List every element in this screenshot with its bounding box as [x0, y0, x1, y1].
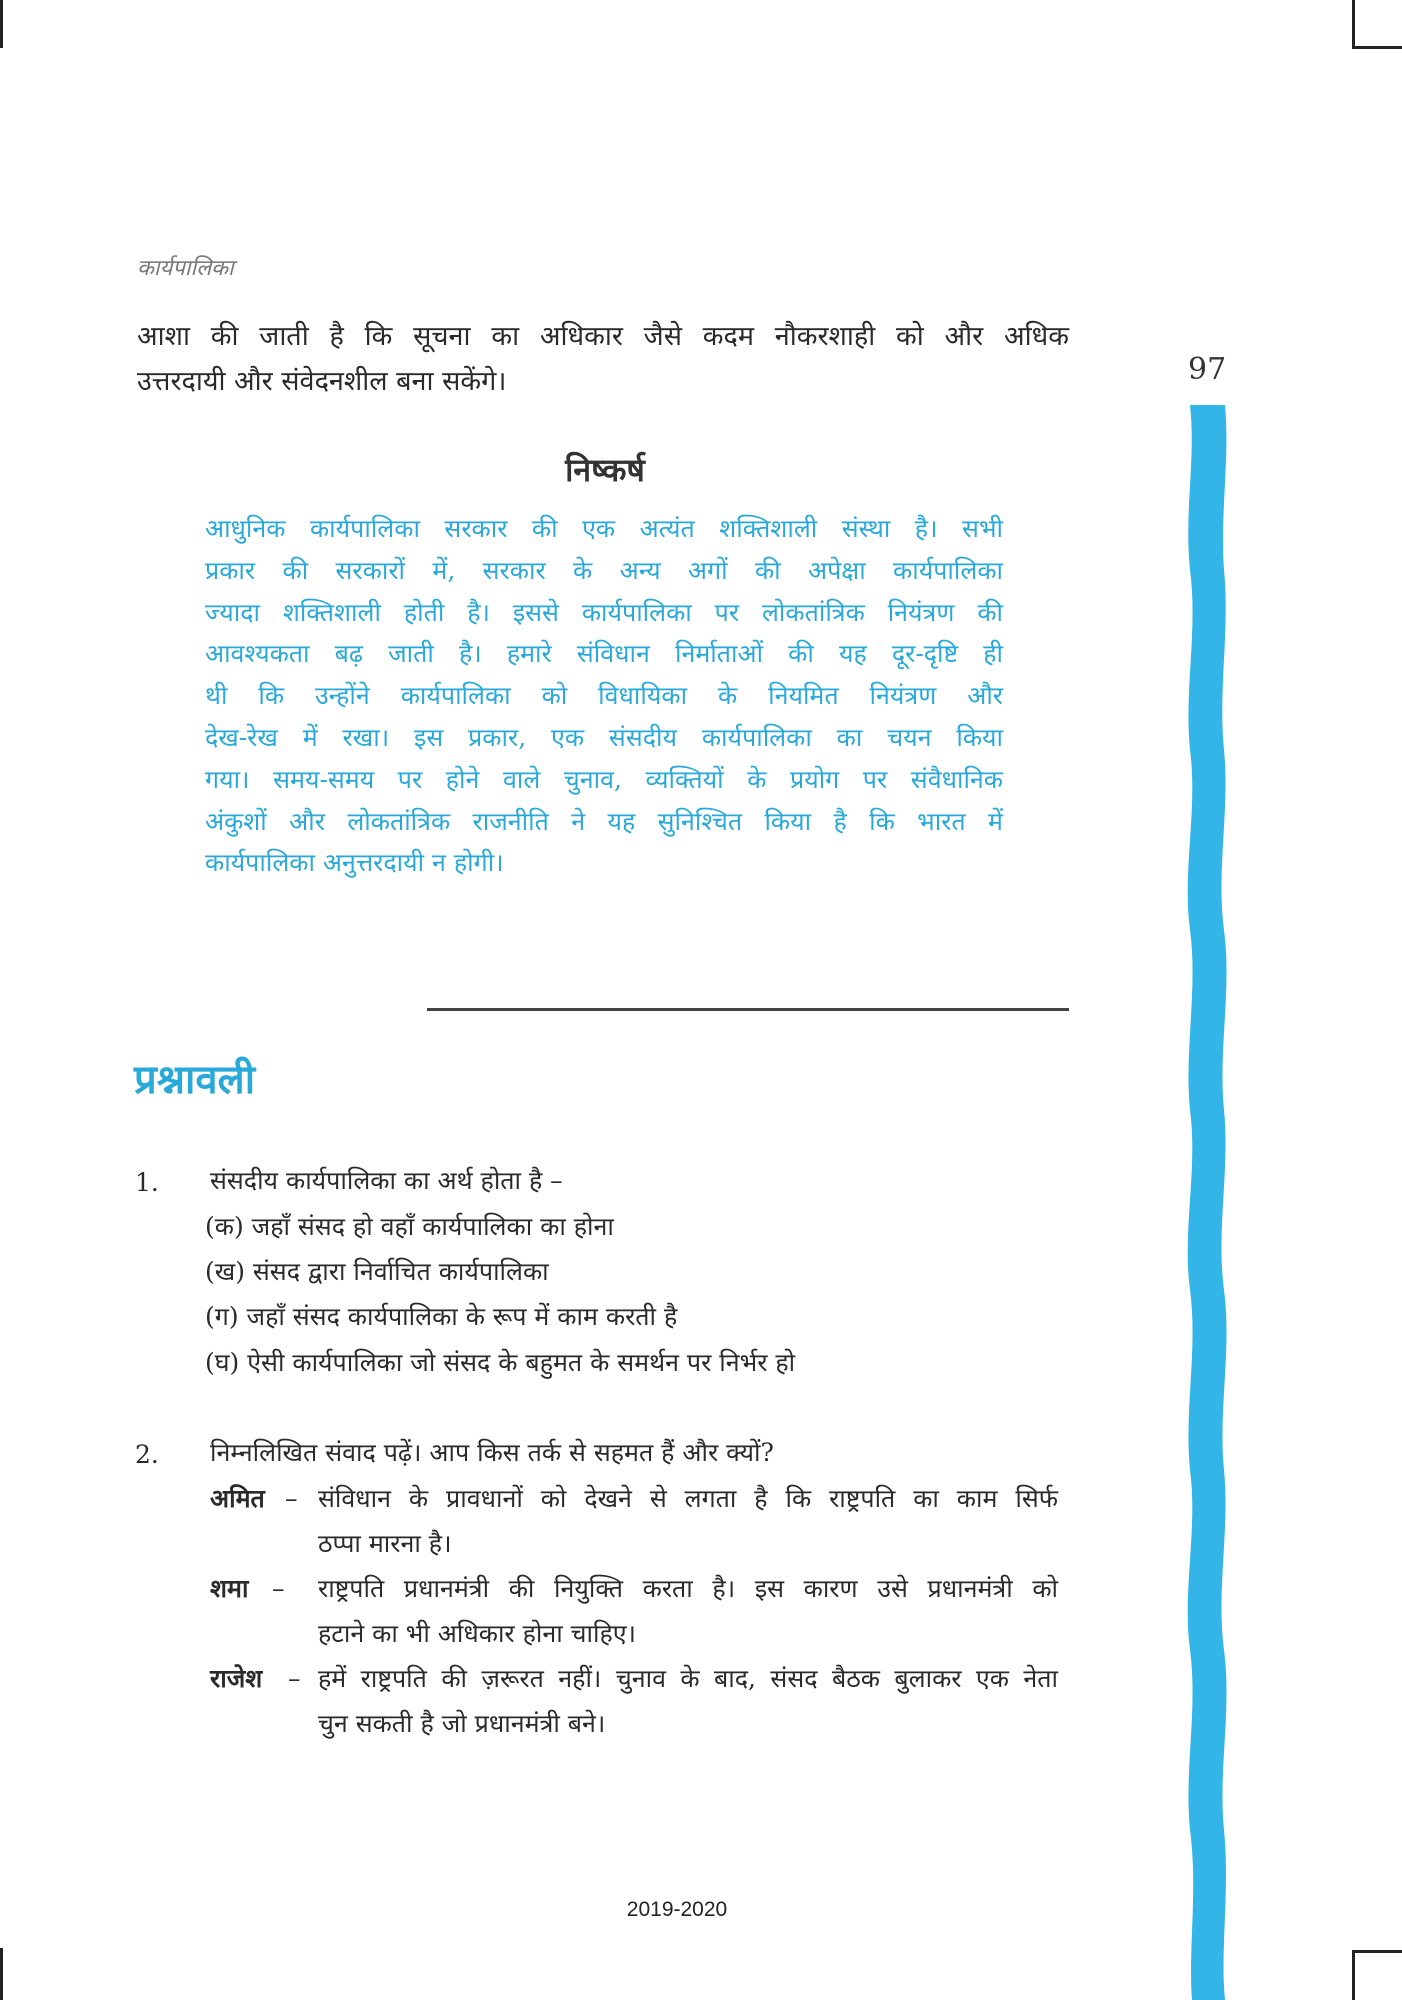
text-line: उत्तरदायी और संवेदनशील बना सकेंगे।	[137, 366, 507, 397]
question-text: निम्नलिखित संवाद पढ़ें। आप किस तर्क से सहमत हैं और क्यों?	[210, 1438, 774, 1467]
text-line: संविधान के प्रावधानों को देखने से लगता है कि राष्ट्रपति का काम सिर्फ	[318, 1484, 1058, 1513]
text-line: प्रकार की सरकारों में, सरकार के अन्य अगों की अपेक्षा कार्यपालिका	[205, 555, 1003, 585]
text-line: गया। समय-समय पर होने वाले चुनाव, व्यक्तियों के प्रयोग पर संवैधानिक	[205, 764, 1003, 794]
dash: –	[272, 1574, 285, 1603]
dialogue-line: हटाने का भी अधिकार होना चाहिए।	[318, 1619, 637, 1648]
option: (ख) संसद द्वारा निर्वाचित कार्यपालिका	[205, 1257, 549, 1286]
text-line: अंकुशों और लोकतांत्रिक राजनीति ने यह सुनिश्चित किया है कि भारत में	[205, 806, 1003, 836]
footer-year: 2019-2020	[626, 1898, 728, 1921]
dialogue-line: चुन सकती है जो प्रधानमंत्री बने।	[318, 1709, 606, 1738]
crop-mark	[0, 1948, 3, 2000]
decorative-blue-stripe	[1180, 400, 1240, 2000]
section-divider	[427, 1008, 1069, 1011]
text-line: थी कि उन्होंने कार्यपालिका को विधायिका के नियमित नियंत्रण और	[205, 681, 1003, 711]
intro-paragraph	[137, 314, 1069, 404]
text-line: हमें राष्ट्रपति की ज़रूरत नहीं। चुनाव के बाद, संसद बैठक बुलाकर एक नेता	[318, 1664, 1058, 1693]
text-line: ज्यादा शक्तिशाली होती है। इससे कार्यपालिका पर लोकतांत्रिक नियंत्रण की	[205, 597, 1003, 627]
dialogue-line	[318, 1476, 1058, 1521]
conclusion-heading: निष्कर्ष	[565, 451, 645, 489]
dash: –	[288, 1664, 301, 1693]
crop-mark	[1352, 46, 1402, 49]
text-line: आधुनिक कार्यपालिका सरकार की एक अत्यंत शक्तिशाली संस्था है। सभी	[205, 514, 1003, 543]
conclusion-paragraph	[205, 508, 1003, 884]
option: (क) जहाँ संसद हो वहाँ कार्यपालिका का होना	[205, 1212, 614, 1241]
text-line: आशा की जाती है कि सूचना का अधिकार जैसे कदम नौकरशाही को और अधिक	[137, 321, 1069, 352]
dialogue-line: ठप्पा मारना है।	[318, 1529, 452, 1558]
crop-mark	[1352, 0, 1355, 48]
dash: –	[285, 1484, 298, 1513]
text-line: देख-रेख में रखा। इस प्रकार, एक संसदीय कार्यपालिका का चयन किया	[205, 722, 1003, 752]
speaker-name: अमित	[210, 1484, 265, 1513]
exercises-heading: प्रश्नावली	[134, 1056, 256, 1103]
question-number: 2.	[135, 1440, 159, 1469]
text-line: राष्ट्रपति प्रधानमंत्री की नियुक्ति करता है। इस कारण उसे प्रधानमंत्री को	[318, 1574, 1058, 1603]
dialogue-line	[318, 1656, 1058, 1701]
text-line: आवश्यकता बढ़ जाती है। हमारे संविधान निर्माताओं की यह दूर-दृष्टि ही	[205, 639, 1003, 669]
page-number: 97	[1188, 352, 1227, 387]
crop-mark	[0, 0, 3, 48]
crop-mark	[1352, 1950, 1402, 1953]
dialogue-line	[318, 1566, 1058, 1611]
speaker-name: राजेश	[210, 1664, 263, 1693]
question-number: 1.	[135, 1168, 159, 1197]
option: (ग) जहाँ संसद कार्यपालिका के रूप में काम करती है	[205, 1302, 678, 1331]
crop-mark	[1352, 1950, 1355, 2000]
running-header: कार्यपालिका	[137, 256, 234, 281]
speaker-name: शमा	[210, 1574, 249, 1603]
question-text: संसदीय कार्यपालिका का अर्थ होता है –	[210, 1166, 563, 1195]
text-line: कार्यपालिका अनुत्तरदायी न होगी।	[205, 848, 504, 878]
option: (घ) ऐसी कार्यपालिका जो संसद के बहुमत के समर्थन पर निर्भर हो	[205, 1348, 796, 1377]
